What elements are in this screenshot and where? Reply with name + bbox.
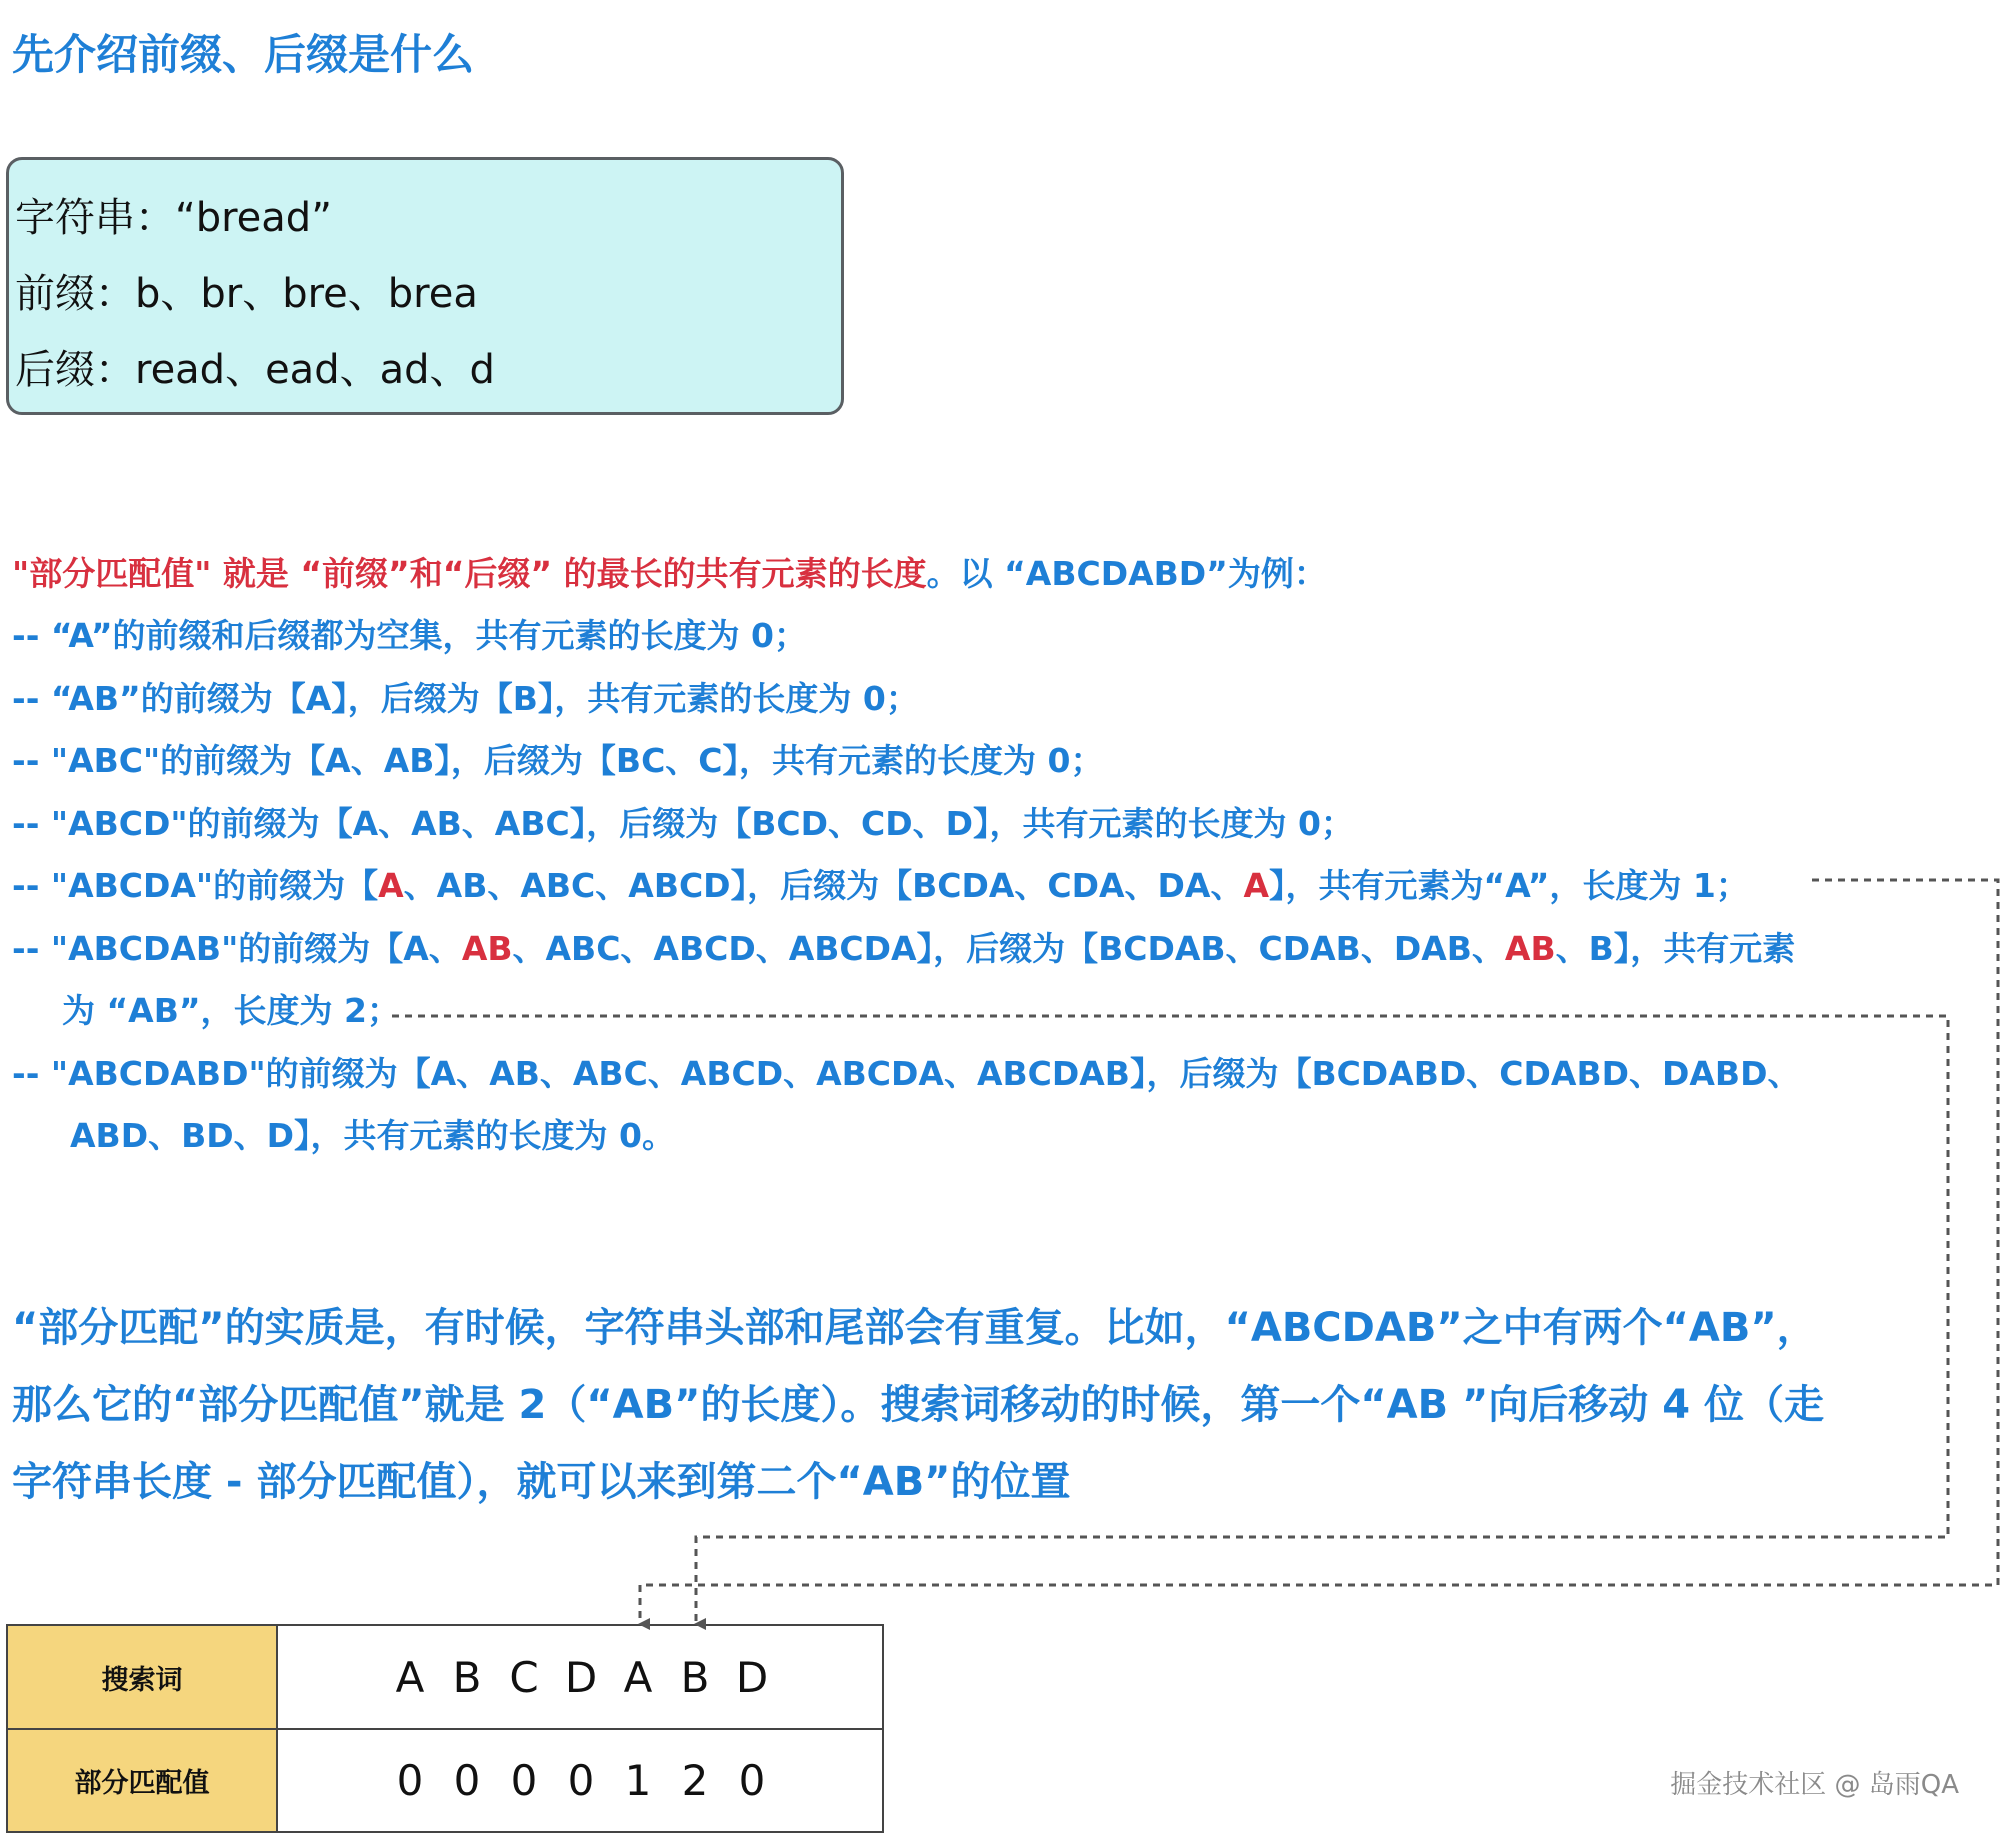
- search-word-char-4: A: [623, 1652, 653, 1702]
- partial-match-line-7-cont: ABD、BD、D】，共有元素的长度为 0。: [70, 1116, 675, 1155]
- essence-line-2: 那么它的“部分匹配值”就是 2（“AB”的长度）。搜索词移动的时候，第一个“AB ”向后移动 4 位（走: [12, 1382, 1824, 1428]
- string-example-line: 字符串：“bread”: [15, 195, 332, 241]
- search-word-char-2: C: [509, 1652, 539, 1702]
- partial-match-definition: "部分匹配值" 就是 “前缀”和“后缀” 的最长的共有元素的长度: [12, 554, 927, 593]
- essence-line-1: “部分匹配”的实质是，有时候，字符串头部和尾部会有重复。比如，“ABCDAB”之中有两个“AB”，: [12, 1305, 1817, 1351]
- search-word-char-0: A: [395, 1652, 425, 1702]
- partial-match-line-4: -- "ABCD"的前缀为【A、AB、ABC】，后缀为【BCD、CD、D】，共有元素的长度为 0；: [12, 804, 1354, 843]
- partial-match-line-6-cont: 为 “AB”，长度为 2；: [62, 991, 401, 1030]
- partial-match-value-0: 0: [396, 1756, 424, 1805]
- search-word-char-6: D: [735, 1652, 769, 1702]
- partial-match-value-2: 0: [510, 1756, 538, 1805]
- partial-match-line-7: -- "ABCDABD"的前缀为【A、AB、ABC、ABCD、ABCDA、ABCDAB】，后缀为【BCDABD、CDABD、DABD、: [12, 1054, 1801, 1093]
- search-word-char-1: B: [452, 1652, 482, 1702]
- partial-match-example-intro: 。以 “ABCDABD”为例：: [926, 554, 1327, 593]
- partial-match-value-5: 2: [681, 1756, 709, 1805]
- partial-match-line-5: -- "ABCDA"的前缀为【A、AB、ABC、ABCD】，后缀为【BCDA、CDA、DA、A】，共有元素为“A”，长度为 1；: [12, 866, 1749, 905]
- partial-match-value-6: 0: [738, 1756, 766, 1805]
- partial-match-value-header: 部分匹配值: [8, 1730, 278, 1831]
- highlight-prefix-a: A: [378, 866, 404, 905]
- arrow-from-abcdab-line: [392, 1016, 1948, 1624]
- partial-match-value-3: 0: [567, 1756, 595, 1805]
- partial-match-value-1: 0: [453, 1756, 481, 1805]
- partial-match-line-2: -- “AB”的前缀为【A】，后缀为【B】，共有元素的长度为 0；: [12, 679, 919, 718]
- essence-line-3: 字符串长度 - 部分匹配值），就可以来到第二个“AB”的位置: [12, 1459, 1071, 1505]
- highlight-suffix-a: A: [1243, 866, 1270, 905]
- partial-match-value-4: 1: [624, 1756, 652, 1805]
- suffix-example-line: 后缀：read、ead、ad、d: [15, 347, 495, 393]
- highlight-prefix-ab: AB: [461, 929, 513, 968]
- highlight-suffix-ab: AB: [1504, 929, 1556, 968]
- search-word-char-5: B: [680, 1652, 710, 1702]
- watermark: 掘金技术社区 @ 岛雨QA: [1670, 1770, 1959, 1800]
- partial-match-line-6: -- "ABCDAB"的前缀为【A、AB、ABC、ABCD、ABCDA】，后缀为【BCDAB、CDAB、DAB、AB、B】，共有元素: [12, 929, 1796, 968]
- arrow-from-abcda-line: [640, 880, 1998, 1624]
- partial-match-line-3: -- "ABC"的前缀为【A、AB】，后缀为【BC、C】，共有元素的长度为 0；: [12, 741, 1104, 780]
- prefix-example-line: 前缀：b、br、bre、brea: [15, 271, 478, 317]
- search-word-header: 搜索词: [8, 1626, 278, 1730]
- partial-match-line-1: -- “A”的前缀和后缀都为空集，共有元素的长度为 0；: [12, 616, 807, 655]
- page-title: 先介绍前缀、后缀是什么: [12, 30, 475, 79]
- search-word-char-3: D: [564, 1652, 598, 1702]
